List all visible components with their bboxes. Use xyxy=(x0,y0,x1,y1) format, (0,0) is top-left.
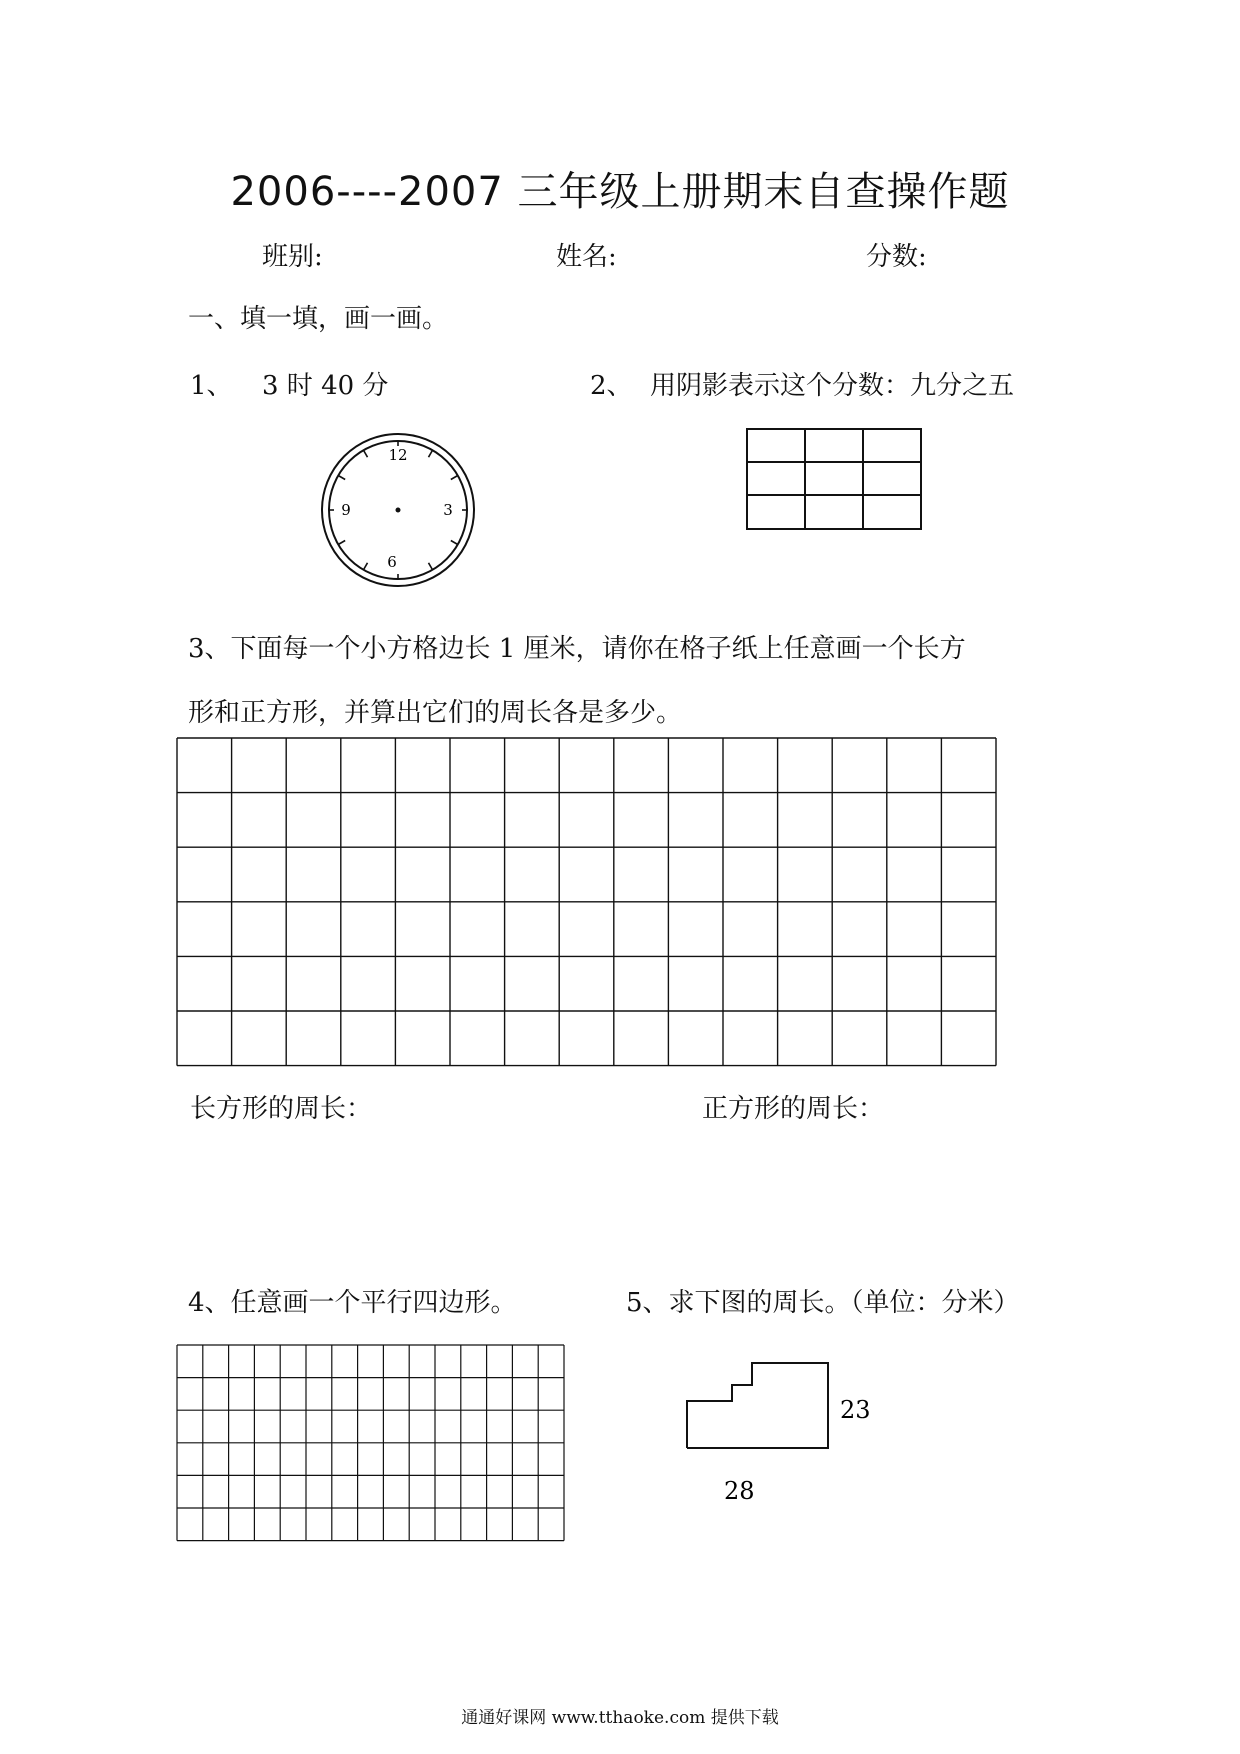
q3-drawing-grid[interactable] xyxy=(176,737,998,1067)
square-perimeter-label: 正方形的周长： xyxy=(702,1094,885,1124)
name-label: 姓名: xyxy=(556,242,617,272)
width-label: 28 xyxy=(724,1477,755,1505)
q4-drawing-grid[interactable] xyxy=(176,1344,566,1544)
q1-time-text: 3 时 40 分 xyxy=(262,371,389,401)
q5-question: 5、求下图的周长。（单位：分米） xyxy=(626,1288,1020,1318)
q3-line2: 形和正方形，并算出它们的周长各是多少。 xyxy=(188,698,683,728)
clock-label-6: 6 xyxy=(387,553,397,571)
footer-text: 通通好课网 www.tthaoke.com 提供下载 xyxy=(461,1708,779,1728)
q2-question: 用阴影表示这个分数：九分之五 xyxy=(650,371,1015,401)
clock-label-12: 12 xyxy=(388,446,408,464)
clock-label-3: 3 xyxy=(443,501,453,519)
clock-label-9: 9 xyxy=(341,501,351,519)
page-title: 2006----2007 三年级上册期末自查操作题 xyxy=(230,169,1010,215)
class-label: 班别: xyxy=(262,242,323,272)
section-heading: 一、填一填，画一画。 xyxy=(188,304,449,334)
stair-figure xyxy=(680,1360,880,1510)
q2-number: 2、 xyxy=(590,371,633,401)
clock-face xyxy=(320,432,476,588)
height-label: 23 xyxy=(840,1396,871,1424)
q4-question: 4、任意画一个平行四边形。 xyxy=(188,1288,517,1318)
fraction-grid[interactable] xyxy=(746,428,922,530)
rect-perimeter-label: 长方形的周长： xyxy=(190,1094,373,1124)
score-label: 分数: xyxy=(866,242,927,272)
q3-line1: 3、下面每一个小方格边长 1 厘米，请你在格子纸上任意画一个长方 xyxy=(188,634,966,664)
q1-number: 1、 xyxy=(190,371,233,401)
